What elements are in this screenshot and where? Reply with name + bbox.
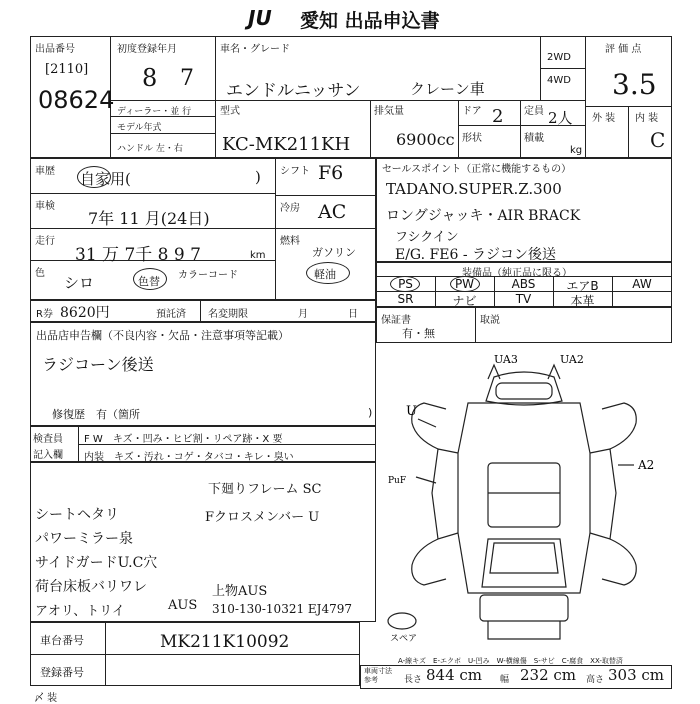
car-name-value: エンドルニッサン: [226, 81, 361, 101]
history-close: ): [255, 168, 261, 186]
equip-sr: SR: [397, 292, 414, 306]
name-change-day: 日: [348, 309, 358, 320]
vehicle-diagram: [376, 343, 672, 653]
recycle-amount: 8620円: [60, 305, 110, 321]
aircon-label: 冷房: [280, 203, 300, 214]
model-year-label: モデル年式: [117, 123, 162, 133]
note-right-4: 310-130-10321 EJ4797: [212, 602, 353, 616]
mileage-unit: km: [250, 250, 266, 261]
height-value: 303 cm: [608, 666, 665, 684]
form-title: 愛知 出品申込書: [300, 10, 440, 32]
note-left-2: パワーミラー泉: [35, 531, 133, 547]
registration-number-label: 登録番号: [40, 666, 84, 679]
report-title: 出品店申告欄（不良内容・欠品・注意事項等記載）: [36, 329, 289, 342]
repair-history-label: 修復歴 有（箇所: [52, 408, 140, 421]
handle-label: ハンドル 左・右: [117, 144, 183, 154]
note-left-3: サイドガードU.C穴: [35, 555, 158, 571]
color-value: シロ: [64, 274, 95, 292]
notes-col-label: 記入欄: [33, 450, 63, 461]
model-type-label: 型式: [220, 106, 240, 117]
interior-grade-value: C: [650, 128, 666, 152]
width-value: 232 cm: [520, 666, 577, 684]
equip-navi: ナビ: [452, 294, 477, 308]
damage-legend: A-線キズ E-エクボ U-凹み W-横線傷 S-サビ C-腐食 XX-取替済: [398, 657, 623, 665]
height-label: 高さ: [586, 675, 605, 685]
fuel-option: ガソリン: [312, 246, 356, 259]
inspection-row-2: 内装 キズ・汚れ・コゲ・タバコ・キレ・臭い: [84, 452, 294, 463]
first-reg-year: 8: [142, 64, 158, 92]
mark-ua2: UA2: [560, 353, 584, 366]
capacity-label: 定員: [524, 106, 544, 117]
shape-label: 形状: [462, 133, 482, 144]
equip-pw: PW: [454, 277, 475, 291]
chassis-number-label: 車台番号: [40, 634, 84, 647]
dealer-label: ディーラー・並 行: [117, 107, 192, 117]
doors-value: 2: [492, 106, 504, 127]
sales-point-3: フシクイン: [395, 230, 459, 245]
note-left-4: 荷台床板バリワレ: [35, 579, 147, 595]
recycle-label: R券: [36, 309, 53, 320]
note-left-5: アオリ、トリイ: [35, 604, 125, 619]
mark-u1: U: [406, 404, 417, 419]
capacity-value: 2人: [548, 109, 573, 127]
width-label: 幅: [500, 675, 510, 685]
fuel-label: 燃料: [280, 236, 300, 247]
warranty-label: 保証書: [381, 315, 411, 326]
spare-label: スペア: [390, 634, 418, 644]
inspection-label: 車検: [35, 201, 55, 212]
shift-value: F6: [318, 162, 344, 184]
mileage-value: 31 万 7千 8 9 7: [75, 245, 201, 265]
recycle-status: 預託済: [156, 309, 186, 320]
note-right-3: 上物AUS: [212, 584, 268, 599]
equip-ps: PS: [398, 277, 413, 291]
equip-airbag: エアB: [566, 279, 599, 293]
report-text: ラジコーン後送: [42, 355, 154, 374]
name-change-month: 月: [298, 309, 308, 320]
displacement-value: 6900cc: [396, 130, 455, 149]
warranty-yes-no: 有・無: [402, 327, 435, 340]
sales-point-1: TADANO.SUPER.Z.300: [386, 180, 562, 198]
history-value: 自家用(: [80, 170, 131, 188]
dimensions-label: 車両寸法 参考: [364, 667, 392, 684]
chassis-number-value: MK211K10092: [160, 632, 290, 652]
lot-number-value: 08624: [38, 86, 115, 114]
repair-history-close: ): [368, 406, 373, 419]
length-label: 長さ: [404, 675, 423, 685]
name-change-label: 名変期限: [208, 309, 248, 320]
displacement-label: 排気量: [374, 106, 404, 117]
kg-label: kg: [570, 145, 583, 156]
mark-ua3: UA3: [494, 353, 518, 366]
inspection-value: 7年 11 月(24日): [88, 209, 210, 228]
drive-2wd-label: 2WD: [547, 52, 571, 63]
lot-prefix: [2110]: [45, 62, 89, 77]
score-value: 3.5: [612, 68, 657, 101]
mark-a2: A2: [638, 458, 655, 472]
fuel-selected: 軽油: [314, 268, 336, 281]
model-type-value: KC-MK211KH: [222, 134, 351, 155]
first-reg-month: 7: [180, 66, 194, 91]
shift-label: シフト: [280, 166, 310, 177]
note-right-1: 下廻りフレーム SC: [208, 482, 322, 497]
sales-point-4: E/G. FE6 - ラジコン後送: [395, 247, 556, 263]
mark-puf: PuF: [388, 476, 407, 486]
history-label: 車歴: [35, 166, 55, 177]
first-registration-label: 初度登録年月: [117, 44, 177, 55]
car-grade-value: クレーン車: [410, 80, 485, 98]
doors-label: ドア: [462, 106, 482, 117]
note-left-1: シートヘタリ: [35, 507, 119, 523]
brand-logo: JU: [248, 6, 272, 30]
drive-4wd-label: 4WD: [547, 75, 571, 86]
lot-number-label: 出品番号: [35, 44, 75, 55]
equipment-label: 装備品（純正品に限る）: [462, 268, 572, 279]
inspector-label: 検査員: [33, 434, 63, 445]
car-name-label: 車名・グレード: [220, 44, 290, 55]
color-label: 色: [35, 268, 45, 279]
exterior-label: 外 装: [592, 113, 616, 124]
note-right-2: Fクロスメンバー U: [205, 510, 320, 525]
sales-point-2: ロングジャッキ・AIR BRACK: [386, 208, 581, 224]
equip-aw: AW: [632, 277, 652, 291]
equip-leather: 本革: [570, 294, 595, 308]
inspection-row-1: F W キズ・凹み・ヒビ割・リペア跡・X 要: [84, 434, 283, 445]
interior-label: 内 装: [635, 113, 659, 124]
equip-abs: ABS: [511, 277, 536, 291]
length-value: 844 cm: [426, 666, 483, 684]
aircon-value: AC: [318, 201, 347, 223]
mileage-label: 走行: [35, 236, 55, 247]
color-change-label: 色替: [138, 275, 160, 288]
score-label: 評 価 点: [605, 44, 642, 55]
bottom-row: 〆 装: [34, 693, 358, 704]
load-label: 積載: [524, 133, 544, 144]
sales-points-label: セールスポイント（正常に機能するもの）: [382, 164, 572, 175]
color-code-label: カラーコード: [178, 270, 238, 281]
note-aus: AUS: [168, 598, 198, 613]
equip-tv: TV: [515, 292, 532, 306]
manual-label: 取説: [480, 315, 500, 326]
